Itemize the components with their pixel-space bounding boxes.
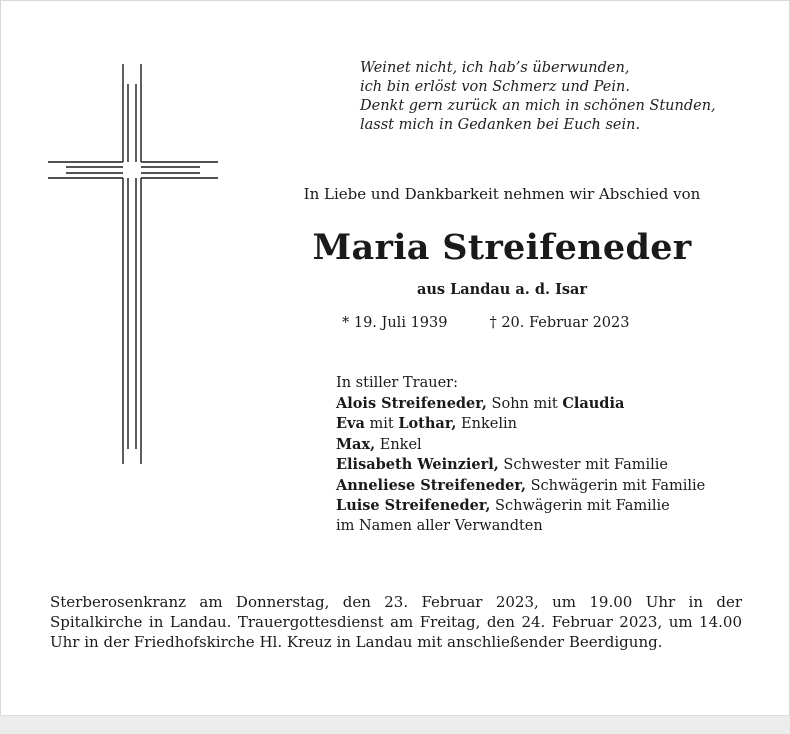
- mourner-name: Anneliese Streifeneder,: [336, 476, 527, 494]
- mourner-name: Eva: [336, 415, 365, 432]
- mourners-list: [336, 374, 705, 536]
- mourner-entry: [336, 496, 705, 517]
- mourner-name: Luise Streifeneder,: [336, 497, 491, 514]
- mourner-partner: Lothar,: [398, 415, 457, 432]
- mourners-heading: In stiller Trauer:: [336, 375, 458, 391]
- mourner-entry: [336, 455, 705, 476]
- mourner-entry: [336, 476, 705, 497]
- bottom-divider: [0, 715, 790, 734]
- deceased-name: Maria Streifeneder: [312, 227, 692, 268]
- death-date: † 20. Februar 2023: [489, 315, 630, 331]
- birth-date: * 19. Juli 1939: [342, 315, 448, 331]
- memorial-poem: [360, 59, 760, 135]
- mourner-relation: mit: [364, 416, 399, 432]
- mourner-relation: Schwägerin mit Familie: [526, 477, 706, 494]
- poem-line: lasst mich in Gedanken bei Euch sein.: [360, 117, 641, 133]
- farewell-intro: In Liebe und Dankbarkeit nehmen wir Abschied von: [303, 185, 701, 203]
- mourners-footer: im Namen aller Verwandten: [336, 517, 543, 534]
- mourner-partner: Claudia: [562, 394, 625, 412]
- life-dates: [342, 313, 629, 333]
- christian-cross-icon: [48, 64, 218, 464]
- mourner-entry: [336, 394, 705, 415]
- mourner-name: Max,: [336, 435, 376, 453]
- mourner-relation: Schwägerin mit Familie: [490, 498, 670, 514]
- mourner-entry: [336, 435, 705, 456]
- poem-line: ich bin erlöst von Schmerz und Pein.: [360, 79, 630, 95]
- deceased-origin: aus Landau a. d. Isar: [416, 281, 588, 298]
- mourner-relation: Enkel: [375, 436, 422, 453]
- funeral-service-details: Sterberosenkranz am Donnerstag, den 23. Februar 2023, um 19.00 Uhr in der Spitalkirche in Landau. Trauergottesdienst am Freitag, den 24. Februar 2023, um 14.00 Uhr in der Friedhofskirche Hl. Kreuz in Landau mit anschließender Beerdigung.: [50, 593, 742, 651]
- mourner-relation: Enkelin: [456, 416, 517, 432]
- mourner-relation: Sohn mit: [486, 395, 563, 412]
- mourner-name: Alois Streifeneder,: [336, 394, 487, 412]
- mourner-entry: [336, 414, 705, 435]
- mourner-relation: Schwester mit Familie: [498, 457, 668, 473]
- poem-line: Weinet nicht, ich hab’s überwunden,: [360, 60, 630, 76]
- mourner-name: Elisabeth Weinzierl,: [336, 456, 499, 473]
- poem-line: Denkt gern zurück an mich in schönen Stunden,: [360, 98, 716, 114]
